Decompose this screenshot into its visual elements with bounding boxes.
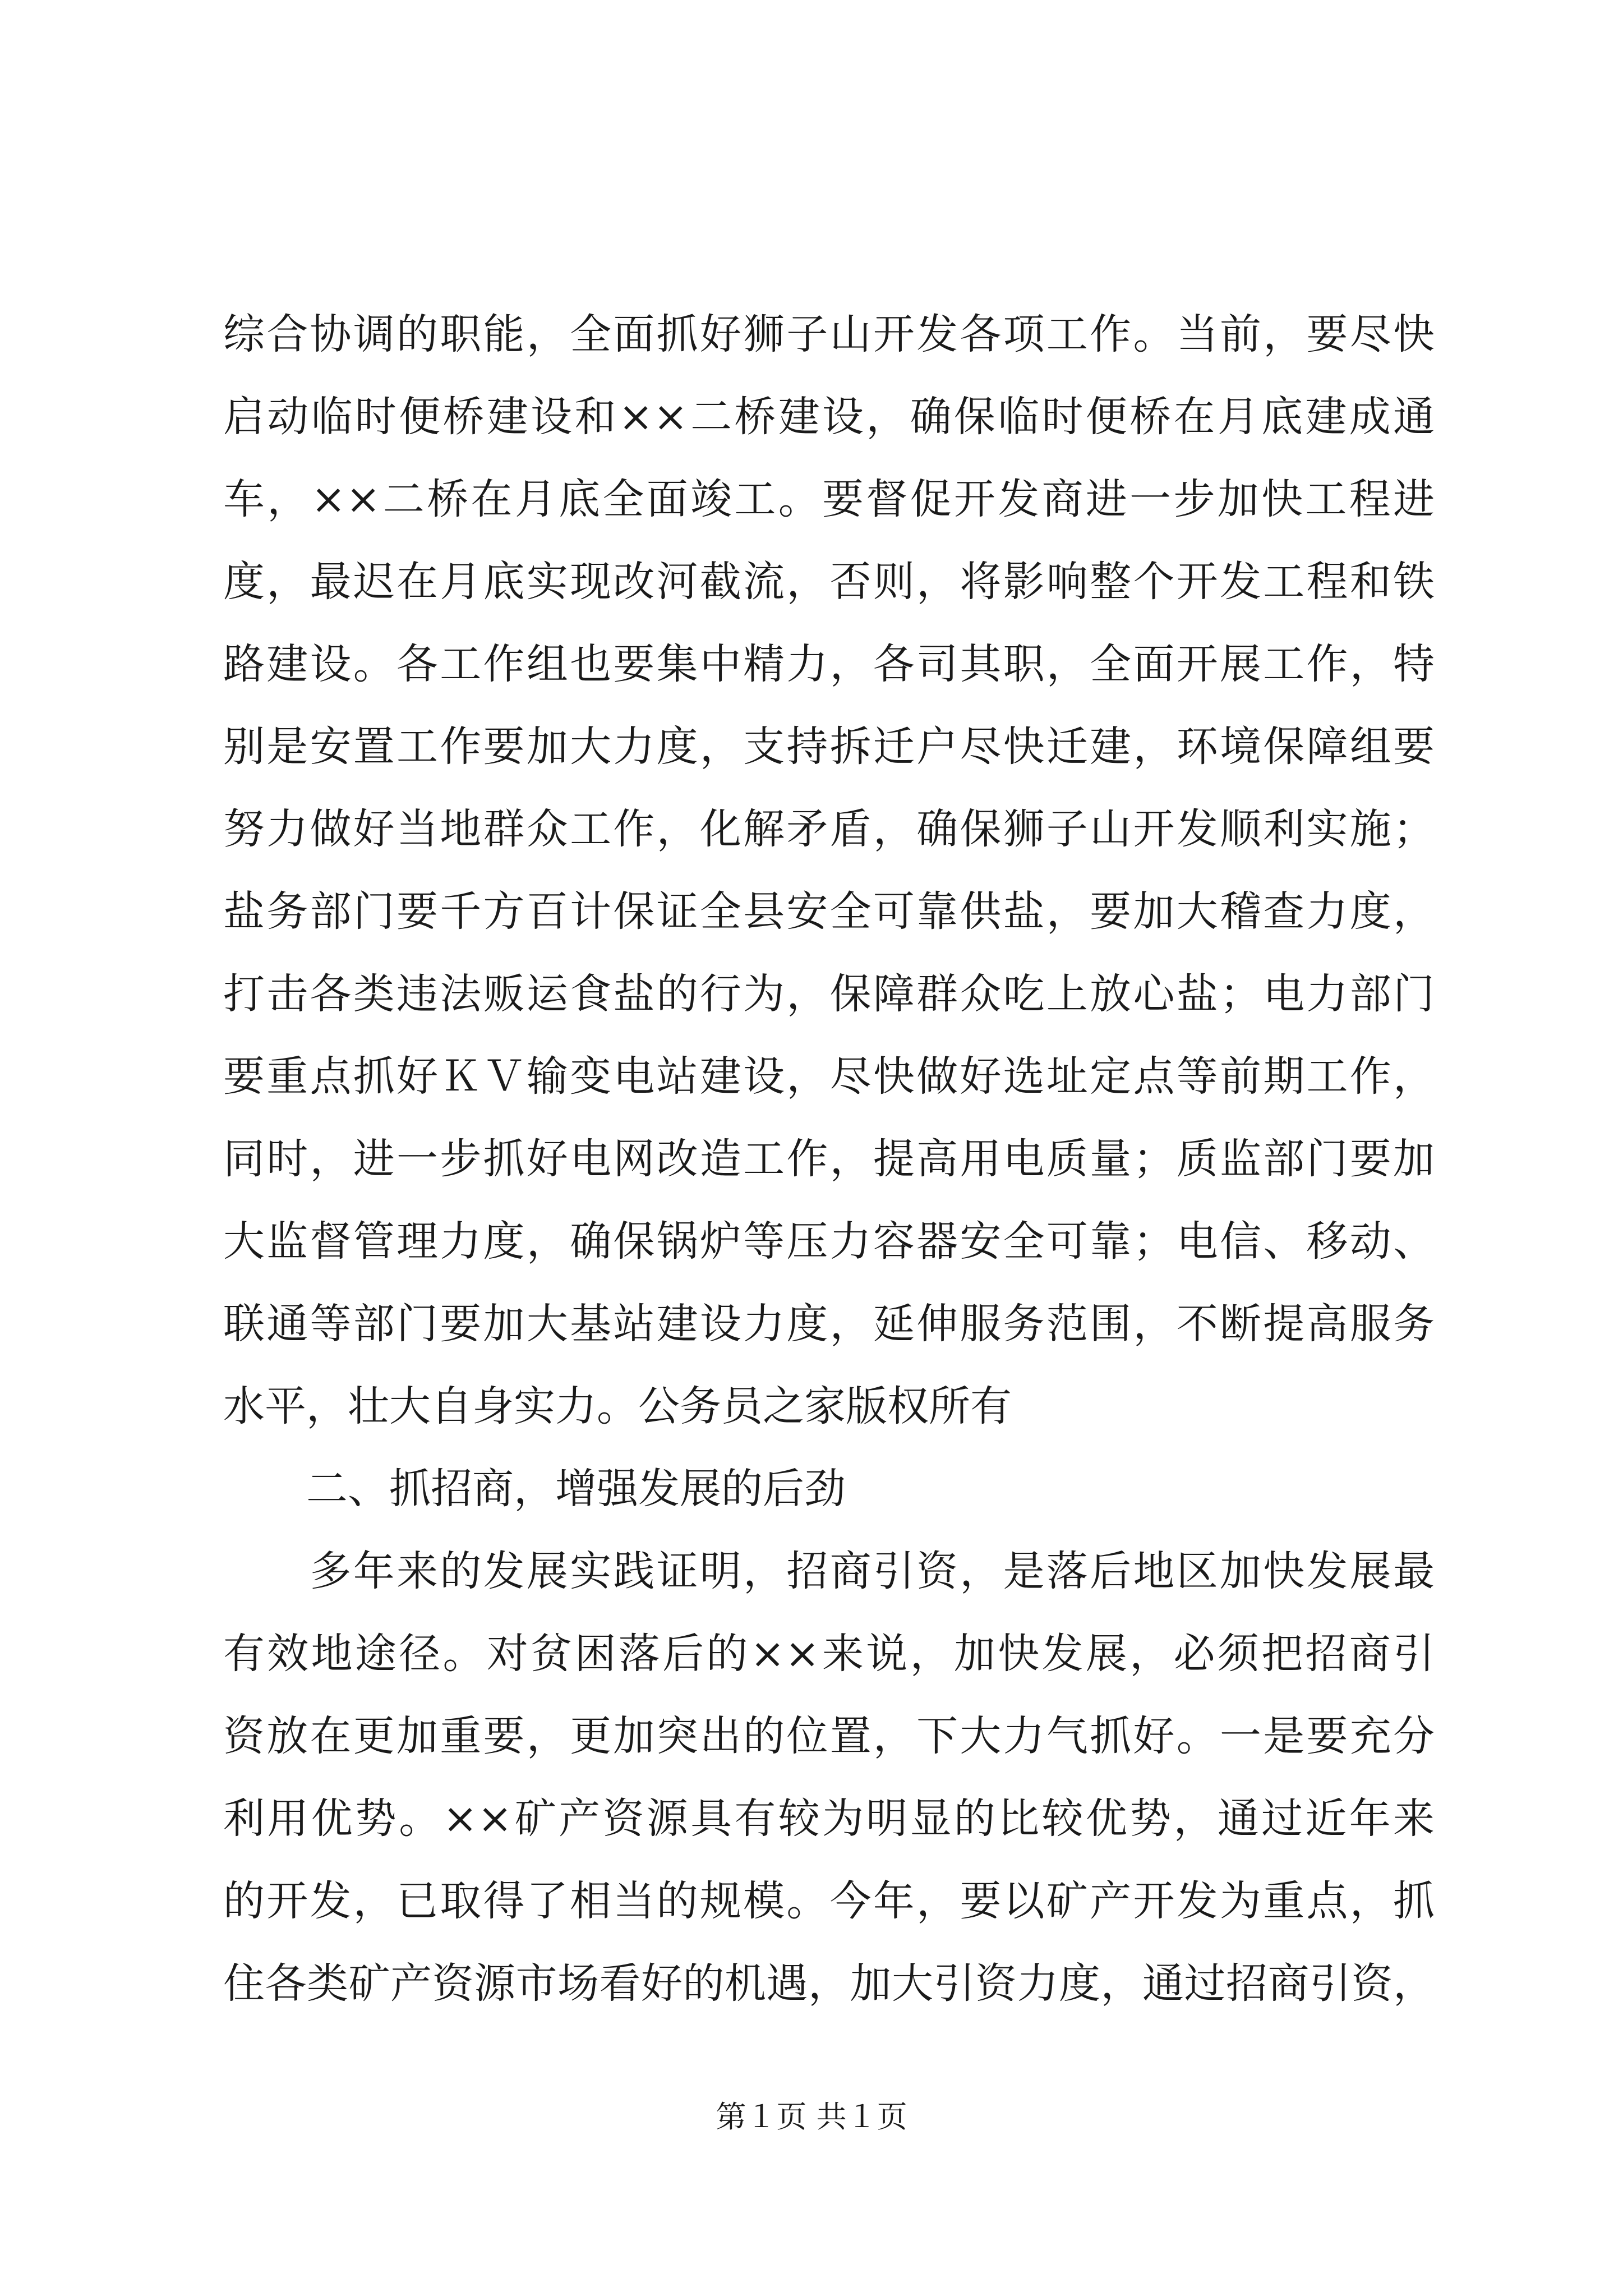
text-line: 度，最迟在月底实现改河截流，否则，将影响整个开发工程和铁 [223,559,1435,604]
text-line: 车，××二桥在月底全面竣工。要督促开发商进一步加快工程进 [223,477,1435,522]
text-line: 多年来的发展实践证明，招商引资，是落后地区加快发展最 [223,1549,1435,1594]
text-line: 努力做好当地群众工作，化解矛盾，确保狮子山开发顺利实施； [223,807,1435,852]
text-line: 别是安置工作要加大力度，支持拆迁户尽快迁建，环境保障组要 [223,724,1435,769]
text-line: 综合协调的职能，全面抓好狮子山开发各项工作。当前，要尽快 [223,312,1435,357]
text-line: 有效地途径。对贫困落后的××来说，加快发展，必须把招商引 [223,1631,1435,1676]
page-number-footer: 第１页 共１页 [716,2099,907,2134]
text-line: 要重点抓好ＫＶ输变电站建设，尽快做好选址定点等前期工作， [223,1054,1435,1099]
section-heading: 二、抓招商，增强发展的后劲 [223,1466,846,1511]
text-line: 同时，进一步抓好电网改造工作，提高用电质量；质监部门要加 [223,1137,1435,1181]
text-line: 的开发，已取得了相当的规模。今年，要以矿产开发为重点，抓 [223,1879,1435,1924]
text-line: 路建设。各工作组也要集中精力，各司其职，全面开展工作，特 [223,642,1435,687]
text-line: 利用优势。××矿产资源具有较为明显的比较优势，通过近年来 [223,1796,1435,1841]
text-line: 住各类矿产资源市场看好的机遇，加大引资力度，通过招商引资， [223,1961,1435,2006]
text-line: 盐务部门要千方百计保证全县安全可靠供盐，要加大稽查力度， [223,889,1435,934]
text-line: 资放在更加重要，更加突出的位置，下大力气抓好。一是要充分 [223,1714,1435,1759]
text-line: 启动临时便桥建设和××二桥建设，确保临时便桥在月底建成通 [223,394,1435,439]
text-line: 联通等部门要加大基站建设力度，延伸服务范围，不断提高服务 [223,1301,1435,1346]
text-line: 水平，壮大自身实力。公务员之家版权所有 [223,1384,1012,1429]
text-line: 打击各类违法贩运食盐的行为，保障群众吃上放心盐；电力部门 [223,972,1435,1016]
text-line: 大监督管理力度，确保锅炉等压力容器安全可靠；电信、移动、 [223,1219,1435,1264]
